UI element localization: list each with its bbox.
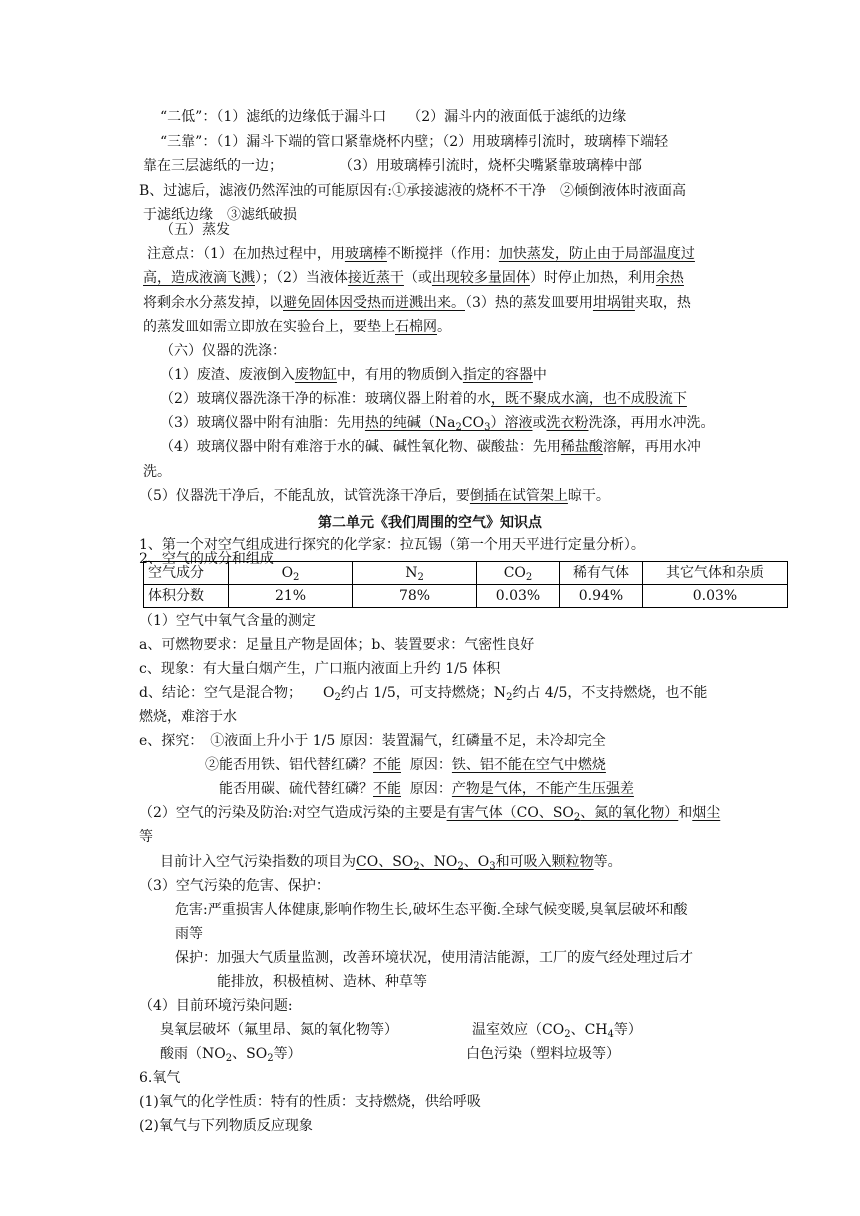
air-point-2: 2、空气的成分和组成 <box>139 551 274 567</box>
oxygen-measure-d: d、结论：空气是混合物； $O_2$约占 1/5，可支持燃烧；$N_2$约占 4/5，不支持燃烧，也不能 <box>139 685 708 703</box>
pollution-protect-line: 保护：加强大气质量监测，改善环境状况，使用清洁能源，工厂的废气经处理过后才 <box>175 950 693 966</box>
table-cell: 0.03% <box>477 585 560 608</box>
evaporation-note-line-2: 高，造成液滴飞溅）；（2）当液体接近蒸干（或出现较多量固体）时停止加热，利用余热 <box>143 270 684 286</box>
washing-item-3: （3）玻璃仪器中附有油脂：先用热的纯碱$(Na_2CO_3)$溶液或洗衣粉洗涤，再用水冲洗。 <box>160 415 715 433</box>
table-cell: 空气成分 <box>144 562 229 585</box>
table-cell: 21% <box>229 585 353 608</box>
pollution-harm-heading: （3）空气污染的危害、保护： <box>139 878 330 894</box>
table-cell: 78% <box>353 585 477 608</box>
oxygen-measure-e-2: ②能否用铁、铝代替红磷？不能 原因：铁、铝不能在空气中燃烧 <box>205 757 606 773</box>
section-evaporation-heading: （五）蒸发 <box>160 222 230 238</box>
oxygen-chem-property: (1)氧气的化学性质：特有的性质：支持燃烧，供给呼吸 <box>139 1094 481 1110</box>
pollution-protect-line-cont: 能排放，积极植树、造林、种草等 <box>217 974 427 990</box>
table-cell: $CO_2$ <box>477 562 560 585</box>
oxygen-reactions-heading: (2)氧气与下列物质反应现象 <box>139 1118 313 1134</box>
table-cell: 稀有气体 <box>560 562 643 585</box>
oxygen-measure-e-3: 能否用碳、硫代替红磷？不能 原因：产物是气体，不能产生压强差 <box>219 781 634 797</box>
table-cell: $O_2$ <box>229 562 353 585</box>
pollution-harm-line: 危害:严重损害人体健康,影响作物生长,破坏生态平衡.全球气候变暖,臭氧层破坏和酸 <box>175 902 688 918</box>
air-pollution-heading-cont: 等 <box>139 829 153 845</box>
table-header-row <box>144 562 788 585</box>
table-row <box>144 585 788 608</box>
washing-item-4-cont: 洗。 <box>143 464 171 480</box>
filter-three-touch-line-cont: 靠在三层滤纸的一边； （3）用玻璃棒引流时，烧杯尖嘴紧靠玻璃棒中部 <box>143 158 642 174</box>
greenhouse-effect-item: 温室效应（$CO_2$、$CH_4$等） <box>472 1022 642 1040</box>
pollution-harm-line-cont: 雨等 <box>175 926 203 942</box>
washing-item-5: （5）仪器洗干净后，不能乱放，试管洗涤干净后，要倒插在试管架上晾干。 <box>139 488 610 504</box>
oxygen-measure-a-b: a、可燃物要求：足量且产物是固体；b、装置要求：气密性良好 <box>139 637 535 653</box>
washing-item-1: （1）废渣、废液倒入废物缸中，有用的物质倒入指定的容器中 <box>160 367 547 383</box>
unit-two-title: 第二单元《我们周围的空气》知识点 <box>318 515 542 531</box>
table-cell: 体积分数 <box>144 585 229 608</box>
evaporation-note-line-1: 注意点：（1）在加热过程中，用玻璃棒不断搅拌（作用：加快蒸发，防止由于局部温度过 <box>147 246 695 262</box>
pollution-problems-heading: （4）目前环境污染问题: <box>139 998 293 1014</box>
air-pollution-heading: （2）空气的污染及防治:对空气造成污染的主要是有害气体（CO、$SO_2$、氮的氧化物）和烟尘 <box>139 805 721 823</box>
table-cell: $N_2$ <box>353 562 477 585</box>
filter-turbid-reasons-cont: 于滤纸边缘 ③滤纸破损 <box>143 207 297 223</box>
filter-two-low-line: “二低”：（1）滤纸的边缘低于漏斗口 （2）漏斗内的液面低于滤纸的边缘 <box>160 109 627 125</box>
oxygen-measure-d-cont: 燃烧，难溶于水 <box>139 709 237 725</box>
table-cell: 0.94% <box>560 585 643 608</box>
oxygen-heading: 6.氧气 <box>139 1070 181 1086</box>
table-cell: 其它气体和杂质 <box>643 562 788 585</box>
oxygen-measure-heading: （1）空气中氧气含量的测定 <box>139 613 316 629</box>
acid-rain-item: 酸雨（$NO_2$、$SO_2$等） <box>160 1046 302 1064</box>
table-cell: 0.03% <box>643 585 788 608</box>
evaporation-note-line-3: 将剩余水分蒸发掉，以避免固体因受热而迸溅出来。（3）热的蒸发皿要用坩埚钳夹取，热 <box>143 295 691 311</box>
washing-item-4: （4）玻璃仪器中附有难溶于水的碱、碱性氧化物、碳酸盐：先用稀盐酸溶解，再用水冲 <box>160 439 701 455</box>
oxygen-measure-c: c、现象：有大量白烟产生，广口瓶内液面上升约 1/5 体积 <box>139 661 501 677</box>
air-composition-table <box>143 561 788 608</box>
ozone-depletion-item: 臭氧层破坏（氟里昂、氮的氧化物等） <box>160 1022 398 1038</box>
air-quality-index-line: 目前计入空气污染指数的项目为CO、$SO_2$、$NO_2$、$O_3$和可吸入颗粒物等。 <box>160 854 622 872</box>
evaporation-note-line-4: 的蒸发皿如需立即放在实验台上，要垫上石棉网。 <box>143 319 451 335</box>
section-washing-heading: （六）仪器的洗涤： <box>160 343 286 359</box>
oxygen-measure-e: e、探究： ①液面上升小于 1/5 原因：装置漏气，红磷量不足，未冷却完全 <box>139 733 606 749</box>
air-point-1: 1、第一个对空气组成进行探究的化学家：拉瓦锡（第一个用天平进行定量分析）。 <box>139 537 645 553</box>
filter-turbid-reasons-line: B、过滤后，滤液仍然浑浊的可能原因有:①承接滤液的烧杯不干净 ②倾倒液体时液面高 <box>139 183 687 199</box>
washing-item-2: （2）玻璃仪器洗涤干净的标准：玻璃仪器上附着的水，既不聚成水滴，也不成股流下 <box>160 391 687 407</box>
white-pollution-item: 白色污染（塑料垃圾等） <box>466 1046 620 1062</box>
filter-three-touch-line: “三靠”：（1）漏斗下端的管口紧靠烧杯内壁；（2）用玻璃棒引流时，玻璃棒下端轻 <box>160 134 669 150</box>
